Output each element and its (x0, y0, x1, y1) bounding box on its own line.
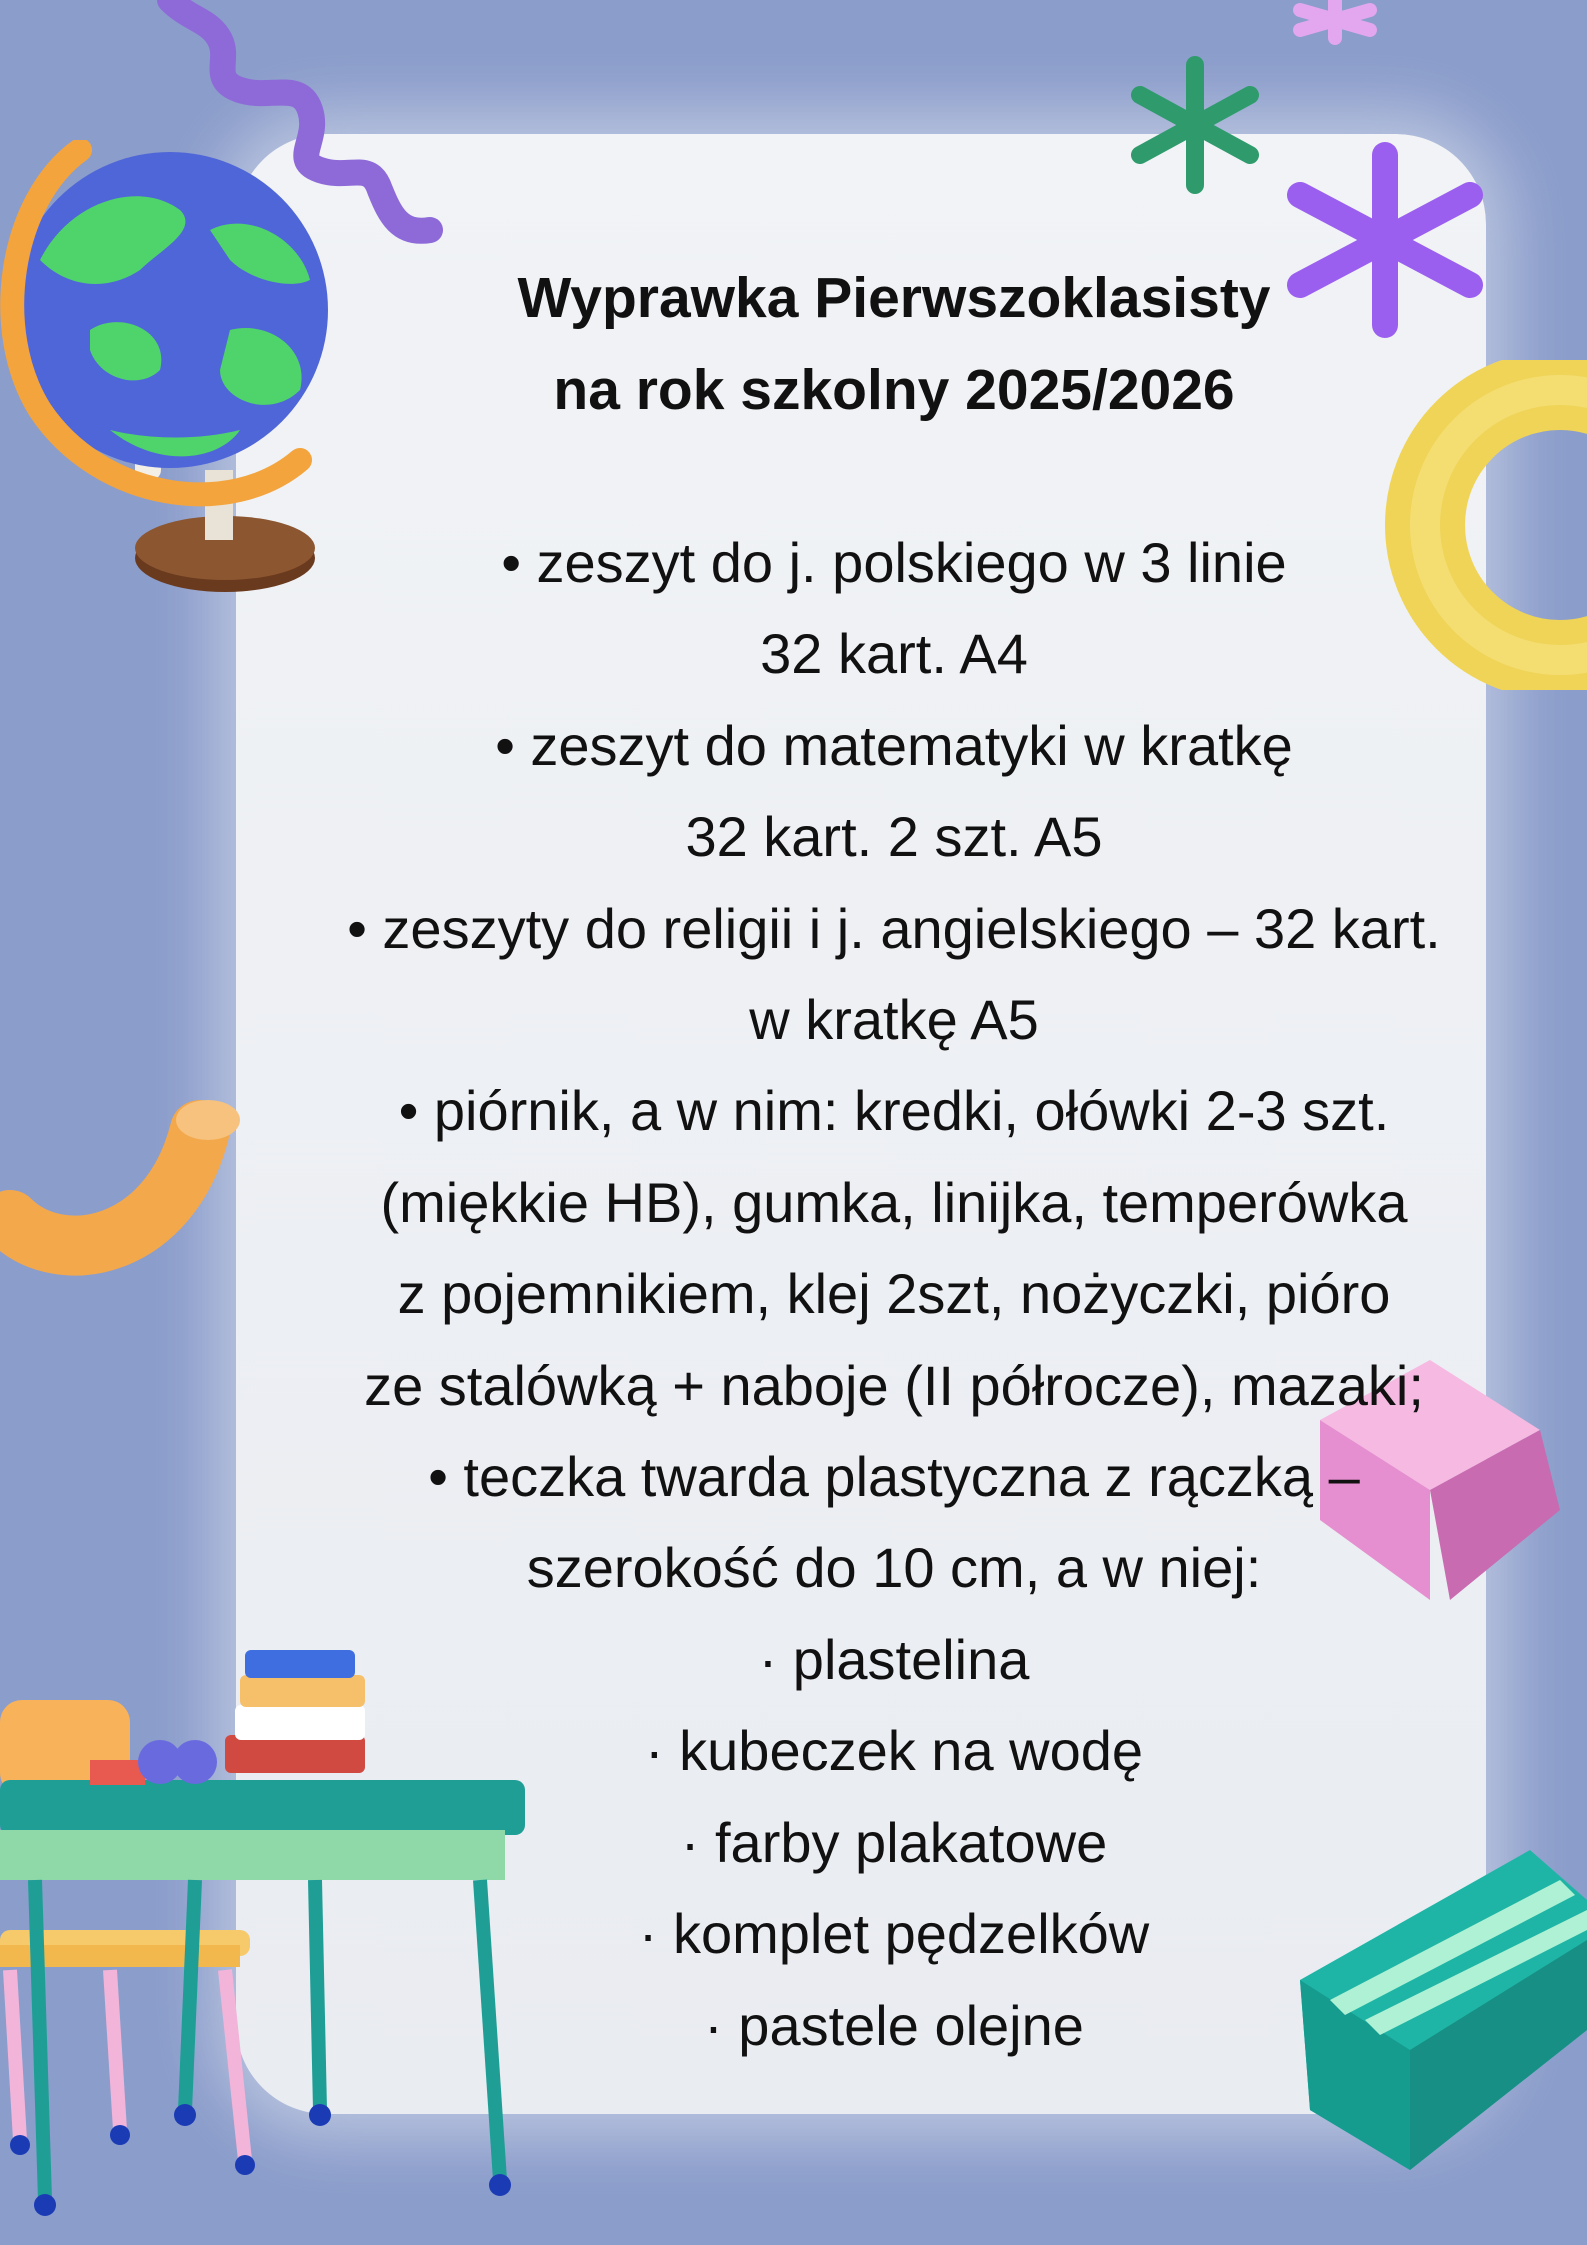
list-line: ze stalówką + naboje (II półrocze), mazaki; (364, 1353, 1424, 1417)
list-line: szerokość do 10 cm, a w niej: (526, 1536, 1262, 1600)
page-title (236, 252, 1552, 436)
list-line: • piórnik, a w nim: kredki, ołówki 2-3 szt. (398, 1079, 1390, 1143)
asterisk-decoration-pink (1290, 0, 1380, 45)
list-line: · farby plakatowe (680, 1810, 1108, 1874)
list-line: · komplet pędzelków (638, 1902, 1150, 1966)
title-line-2: na rok szkolny 2025/2026 (553, 358, 1235, 422)
list-line: z pojemnikiem, klej 2szt, nożyczki, pióro (397, 1262, 1391, 1326)
asterisk-decoration-green (1125, 55, 1265, 195)
list-line: (miękkie HB), gumka, linijka, temperówka (380, 1170, 1408, 1234)
list-line: 32 kart. A4 (760, 622, 1028, 686)
macaroni-decoration (0, 1080, 250, 1280)
list-line: • zeszyt do matematyki w kratkę (495, 713, 1293, 777)
list-line: • teczka twarda plastyczna z rączką – (428, 1445, 1360, 1509)
list-line: w kratkę A5 (749, 988, 1039, 1052)
list-line: • zeszyty do religii i j. angielskiego – 32 kart. (347, 896, 1441, 960)
list-line: • zeszyt do j. polskiego w 3 linie (501, 531, 1287, 594)
title-line-1: Wyprawka Pierwszoklasisty (517, 266, 1271, 330)
list-line: · kubeczek na wodę (644, 1719, 1144, 1783)
list-line: · plastelina (758, 1627, 1030, 1691)
list-line: 32 kart. 2 szt. A5 (685, 805, 1103, 869)
supplies-list (236, 517, 1552, 2071)
list-line: · pastele olejne (704, 1993, 1084, 2057)
